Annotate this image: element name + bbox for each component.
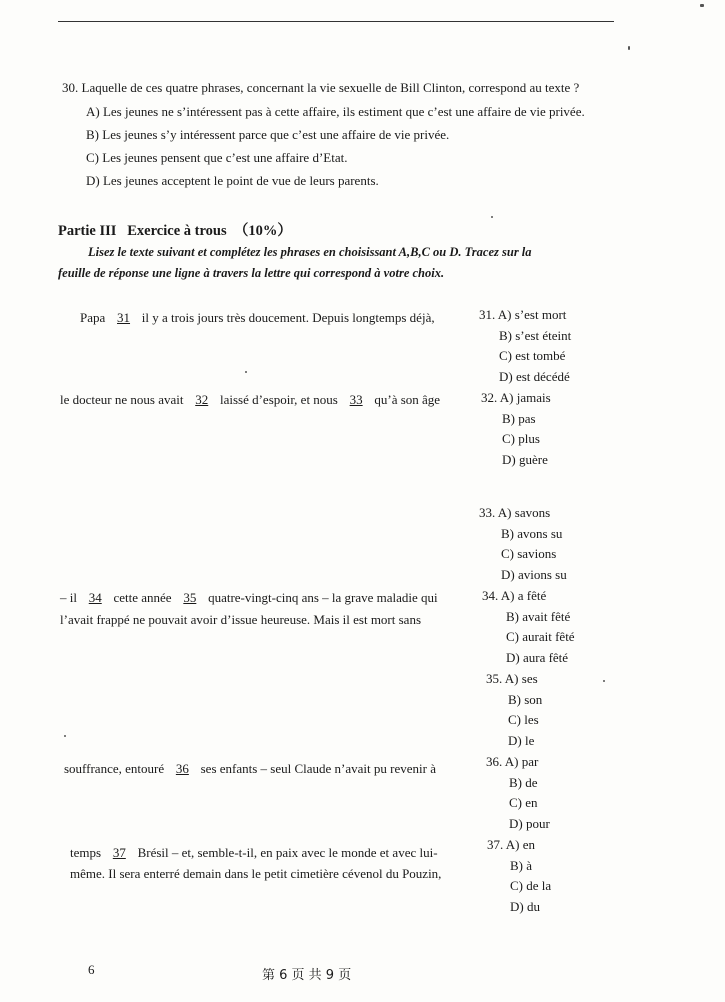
- passage-line-34-35: – il 34 cette année 35 quatre-vingt-cinq ans – la grave maladie qui: [60, 590, 438, 605]
- part3-instruction-line2: feuille de réponse une ligne à travers la lettre qui correspond à votre choix.: [58, 266, 445, 280]
- question-30-stem: 30. Laquelle de ces quatre phrases, concernant la vie sexuelle de Bill Clinton, correspond au texte ?: [62, 80, 580, 95]
- scan-speck: [700, 4, 704, 7]
- choice-31-c: C) est tombé: [499, 348, 566, 363]
- choice-33-c: C) savions: [501, 546, 557, 561]
- part3-title: Partie III: [58, 223, 117, 239]
- choice-32-a: 32. A) jamais: [481, 390, 551, 405]
- question-30-option-a: A) Les jeunes ne s’intéressent pas à cette affaire, ils estiment que c’est une affaire de vie privée.: [86, 104, 585, 119]
- part3-percent: （10%）: [233, 223, 292, 239]
- choice-35-c: C) les: [508, 712, 539, 727]
- choice-34-b: B) avait fêté: [506, 609, 571, 624]
- choice-32-d: D) guère: [502, 452, 548, 467]
- choice-36-b: B) de: [509, 775, 538, 790]
- passage-line-37b: même. Il sera enterré demain dans le petit cimetière cévenol du Pouzin,: [70, 866, 442, 881]
- choice-33-d: D) avions su: [501, 567, 567, 582]
- choice-32-c: C) plus: [502, 431, 540, 446]
- choice-34-d: D) aura fêté: [506, 650, 569, 665]
- question-30-option-c: C) Les jeunes pensent que c’est une affaire d’Etat.: [86, 150, 348, 165]
- passage-line-37: temps 37 Brésil – et, semble-t-il, en paix avec le monde et avec lui-: [70, 845, 438, 860]
- header-rule: [58, 21, 614, 22]
- choice-34-a: 34. A) a fêté: [482, 588, 547, 603]
- scan-speck: [245, 371, 247, 373]
- question-30-option-b: B) Les jeunes s’y intéressent parce que c’est une affaire de vie privée.: [86, 127, 450, 142]
- choice-31-a: 31. A) s’est mort: [479, 307, 567, 322]
- scan-speck: [628, 46, 630, 50]
- choice-36-d: D) pour: [509, 816, 550, 831]
- scan-speck: [603, 680, 605, 682]
- choice-36-a: 36. A) par: [486, 754, 539, 769]
- choice-36-c: C) en: [509, 795, 538, 810]
- choice-37-c: C) de la: [510, 878, 552, 893]
- blank-36: 36: [175, 761, 189, 776]
- choice-37-b: B) à: [510, 858, 533, 873]
- passage-line-31: Papa 31 il y a trois jours très doucement. Depuis longtemps déjà,: [80, 310, 435, 325]
- choice-33-b: B) avons su: [501, 526, 563, 541]
- choice-37-a: 37. A) en: [487, 837, 536, 852]
- choice-35-b: B) son: [508, 692, 543, 707]
- passage-line-36: souffrance, entouré 36 ses enfants – seul Claude n’avait pu revenir à: [64, 761, 436, 776]
- passage-line-32-33: le docteur ne nous avait 32 laissé d’espoir, et nous 33 qu’à son âge: [60, 392, 441, 407]
- choice-35-d: D) le: [508, 733, 535, 748]
- page-info: 第 6 页 共 9 页: [262, 968, 352, 983]
- choice-31-b: B) s’est éteint: [499, 328, 572, 343]
- page-number: 6: [88, 962, 95, 977]
- choice-33-a: 33. A) savons: [479, 505, 551, 520]
- passage-line-35b: l’avait frappé ne pouvait avoir d’issue heureuse. Mais il est mort sans: [60, 612, 422, 627]
- blank-34: 34: [88, 590, 102, 605]
- part3-instruction-line1: Lisez le texte suivant et complétez les phrases en choisissant A,B,C ou D. Tracez sur la: [88, 245, 532, 259]
- choice-35-a: 35. A) ses: [486, 671, 538, 686]
- choice-31-d: D) est décédé: [499, 369, 570, 384]
- question-30-option-d: D) Les jeunes acceptent le point de vue de leurs parents.: [86, 173, 379, 188]
- scan-speck: [491, 216, 493, 218]
- blank-33: 33: [349, 392, 363, 407]
- choice-34-c: C) aurait fêté: [506, 629, 575, 644]
- part3-heading: [58, 219, 292, 240]
- blank-32: 32: [195, 392, 209, 407]
- part3-subtitle: Exercice à trous: [127, 223, 227, 239]
- blank-37: 37: [112, 845, 126, 860]
- scan-speck: [64, 735, 66, 737]
- choice-32-b: B) pas: [502, 411, 536, 426]
- blank-31: 31: [117, 310, 131, 325]
- blank-35: 35: [183, 590, 197, 605]
- choice-37-d: D) du: [510, 899, 540, 914]
